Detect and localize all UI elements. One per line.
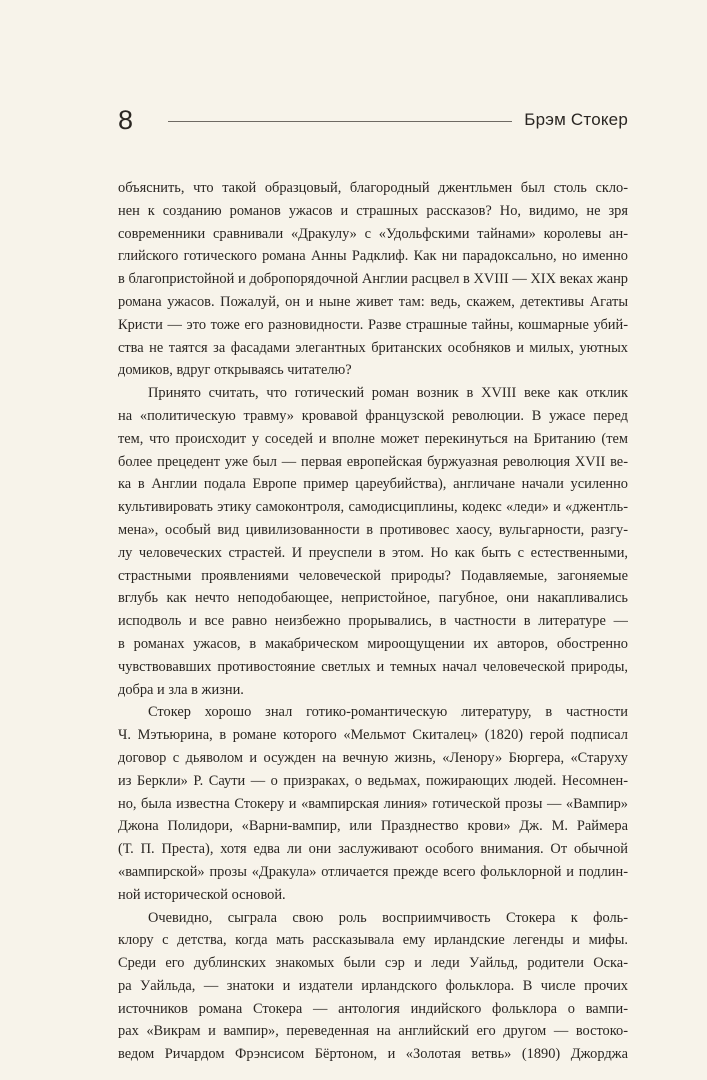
text-line: Очевидно, сыграла свою роль восприимчивость Стокера к фоль- [148,909,628,926]
text-line: клору с детства, когда мать рассказывала ему ирландские легенды и мифы. [118,932,628,949]
text-line: глийского готического романа Анны Радклиф. Как ни парадоксально, но именно [118,248,628,265]
text-line: «вампирской» прозы «Дракула» отличается прежде всего фольклорной и подлин- [118,863,628,880]
text-line: ства не таятся за фасадами элегантных британских особняков и милых, уютных [118,339,628,356]
text-line: рах «Викрам и вампир», переведенная на английский его другом — востоко- [118,1023,628,1040]
text-line: романа ужасов. Пожалуй, он и ныне живет там: ведь, скажем, детективы Агаты [118,293,628,310]
paragraph [118,177,628,382]
paragraph [118,907,628,1067]
text-line: добра и зла в жизни. [118,681,244,698]
text-line: из Беркли» Р. Саути — о призраках, о ведьмах, пожирающих людей. Несомнен- [118,772,628,789]
running-title: Брэм Стокер [524,110,628,129]
paragraph [118,382,628,701]
text-line: источников романа Стокера — антология индийского фольклора о вампи- [118,1000,628,1017]
paragraph [118,701,628,906]
text-line: в романах ужасов, в макабрическом мироощущении их авторов, обостренно [118,635,628,652]
text-line: Кристи — это тоже его разновидности. Разве страшные тайны, кошмарные убий- [118,316,628,333]
text-line: тем, что происходит у соседей и вполне может перекинуться на Британию (тем [118,430,628,447]
text-line: вглубь как нечто неподобающее, непристойное, пагубное, они накапливались [118,590,628,607]
text-line: исподволь и все равно неизбежно прорывались, в частности в литературе — [118,613,628,630]
text-line: более прецедент уже был — первая европейская буржуазная революция XVII ве- [118,453,628,470]
text-line: Ч. Мэтьюрина, в романе которого «Мельмот Скиталец» (1820) герой подписал [118,727,628,744]
body-text [118,177,628,1066]
text-line: на «политическую травму» кровавой французской революции. В ужасе перед [118,407,628,424]
text-line: договор с дьяволом и осужден на вечную жизнь, «Ленору» Бюргера, «Старуху [118,749,628,766]
text-line: в благопристойной и добропорядочной Англии расцвел в XVIII — XIX веках жанр [118,271,628,288]
text-line: культивировать этику самоконтроля, самодисциплины, кодекс «леди» и «джентль- [118,499,628,516]
text-line: мена», особый вид цивилизованности в противовес хаосу, вульгарности, разгу- [118,521,628,538]
text-line: Джона Полидори, «Варни-вампир, или Празднество крови» Дж. М. Раймера [118,818,628,835]
text-line: Среди его дублинских знакомых были сэр и леди Уайльд, родители Оска- [118,955,628,972]
page-number: 8 [118,104,134,135]
text-line: чувствовавших противостояние светлых и темных начал человеческой природы, [118,658,628,675]
running-header [118,100,628,140]
text-line: страстными проявлениями человеческой природы? Подавляемые, загоняемые [118,567,628,584]
header-rule [168,121,512,122]
text-line: ведом Ричардом Фрэнсисом Бёртоном, и «Золотая ветвь» (1890) Джорджа [118,1046,628,1063]
text-line: нен к созданию романов ужасов и страшных рассказов? Но, видимо, не зря [118,202,628,219]
text-line: объяснить, что такой образцовый, благородный джентльмен был столь скло- [118,180,628,196]
text-line: ка в Англии подала Европе пример цареубийства), англичане начали усиленно [118,476,628,493]
text-line: Стокер хорошо знал готико-романтическую литературу, в частности [148,704,628,721]
text-line: ра Уайльда, — знатоки и издатели ирландского фольклора. В числе прочих [118,977,628,994]
text-line: ной исторической основой. [118,886,286,903]
text-line: (Т. П. Преста), хотя едва ли они заслуживают особого внимания. От обычной [118,841,628,858]
text-line: лу человеческих страстей. И преуспели в этом. Но как быть с естественными, [118,544,628,561]
text-line: домиков, вдруг открываясь читателю? [118,362,352,379]
text-line: но, была известна Стокеру и «вампирская линия» готической прозы — «Вампир» [118,795,628,812]
text-line: современники сравнивали «Дракулу» с «Удольфскими тайнами» королевы ан- [118,225,628,242]
text-line: Принято считать, что готический роман возник в XVIII веке как отклик [148,385,628,402]
